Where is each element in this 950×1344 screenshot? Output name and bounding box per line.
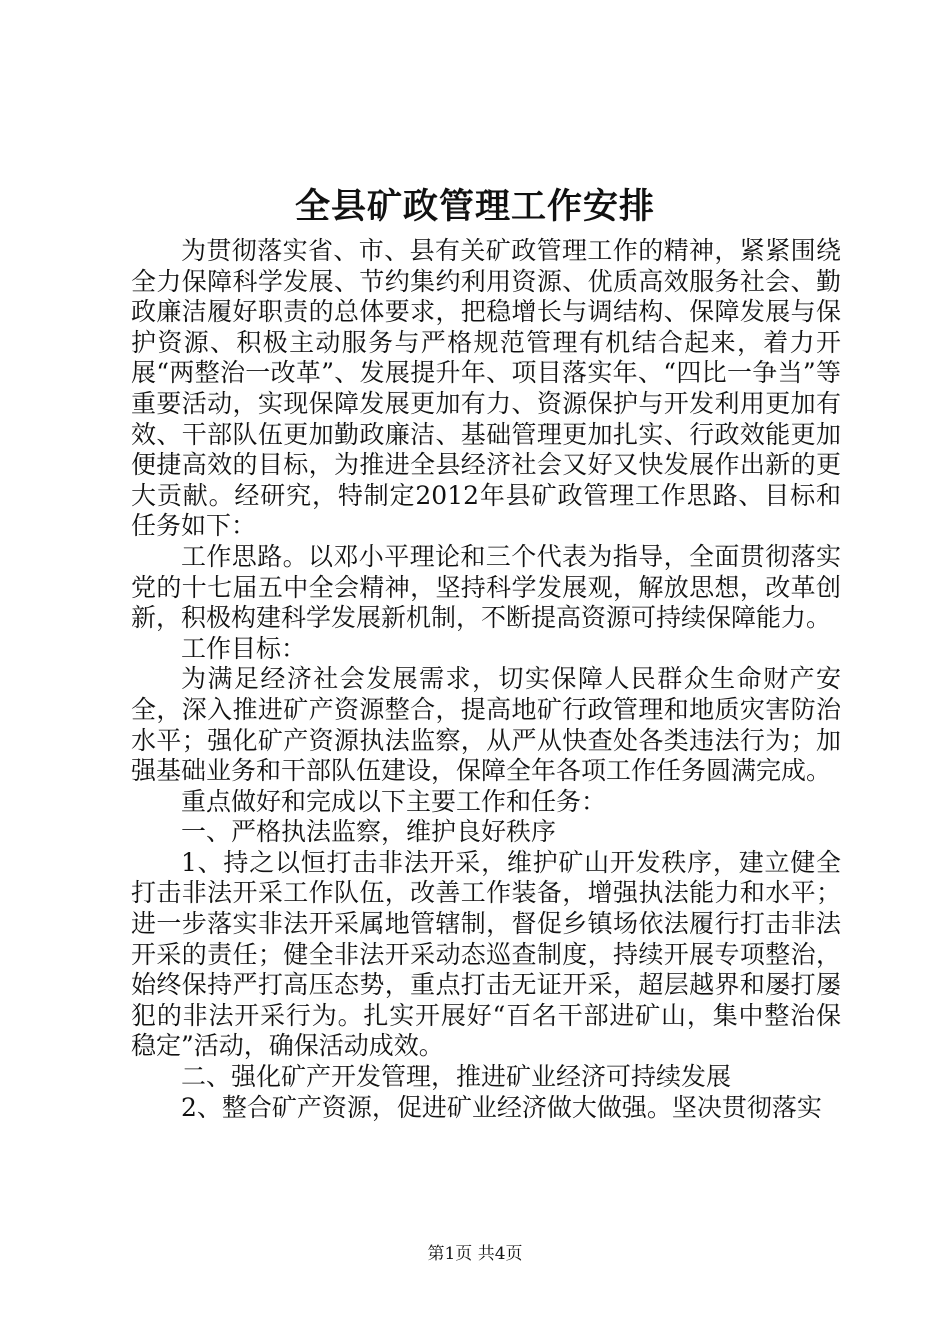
section-heading-2: 二、强化矿产开发管理，推进矿业经济可持续发展 — [181, 1062, 732, 1092]
document-body — [131, 236, 841, 1123]
paragraph-item-1: 1、持之以恒打击非法开采，维护矿山开发秩序，建立健全打击非法开采工作队伍，改善工作装备，增强执法能力和水平；进一步落实非法开采属地管辖制，督促乡镇场依法履行打击非法开采的责任；健全非法开采动态巡查制度，持续开展专项整治，始终保持严打高压态势，重点打击无证开采，超层越界和屡打屡犯的非法开采行为。扎实开展好“百名干部进矿山，集中整治保稳定”活动，确保活动成效。 — [131, 847, 841, 1061]
paragraph-work-approach: 工作思路。以邓小平理论和三个代表为指导，全面贯彻落实党的十七届五中全会精神，坚持科学发展观，解放思想，改革创新，积极构建科学发展新机制，不断提高资源可持续保障能力。 — [131, 541, 841, 633]
paragraph-intro: 为贯彻落实省、市、县有关矿政管理工作的精神，紧紧围绕全力保障科学发展、节约集约利用资源、优质高效服务社会、勤政廉洁履好职责的总体要求，把稳增长与调结构、保障发展与保护资源、积极主动服务与严格规范管理有机结合起来，着力开展“两整治一改革”、发展提升年、项目落实年、“四比一争当”等重要活动，实现保障发展更加有力、资源保护与开发利用更加有效、干部队伍更加勤政廉洁、基础管理更加扎实、行政效能更加便捷高效的目标，为推进全县经济社会又好又快发展作出新的更大贡献。经研究，特制定2012年县矿政管理工作思路、目标和任务如下： — [131, 236, 841, 541]
page-footer: 第1页 共4页 — [427, 1244, 523, 1264]
paragraph-item-2: 2、整合矿产资源，促进矿业经济做大做强。坚决贯彻落实 — [181, 1092, 822, 1122]
paragraph-work-goal: 为满足经济社会发展需求，切实保障人民群众生命财产安全，深入推进矿产资源整合，提高地矿行政管理和地质灾害防治水平；强化矿产资源执法监察，从严从快查处各类违法行为；加强基础业务和干部队伍建设，保障全年各项工作任务圆满完成。 — [131, 664, 841, 786]
document-title: 全县矿政管理工作安排 — [294, 187, 655, 227]
paragraph-key-tasks-heading: 重点做好和完成以下主要工作和任务： — [181, 786, 607, 816]
paragraph-work-goal-heading: 工作目标： — [181, 633, 307, 663]
section-heading-1: 一、严格执法监察，维护良好秩序 — [181, 817, 557, 847]
